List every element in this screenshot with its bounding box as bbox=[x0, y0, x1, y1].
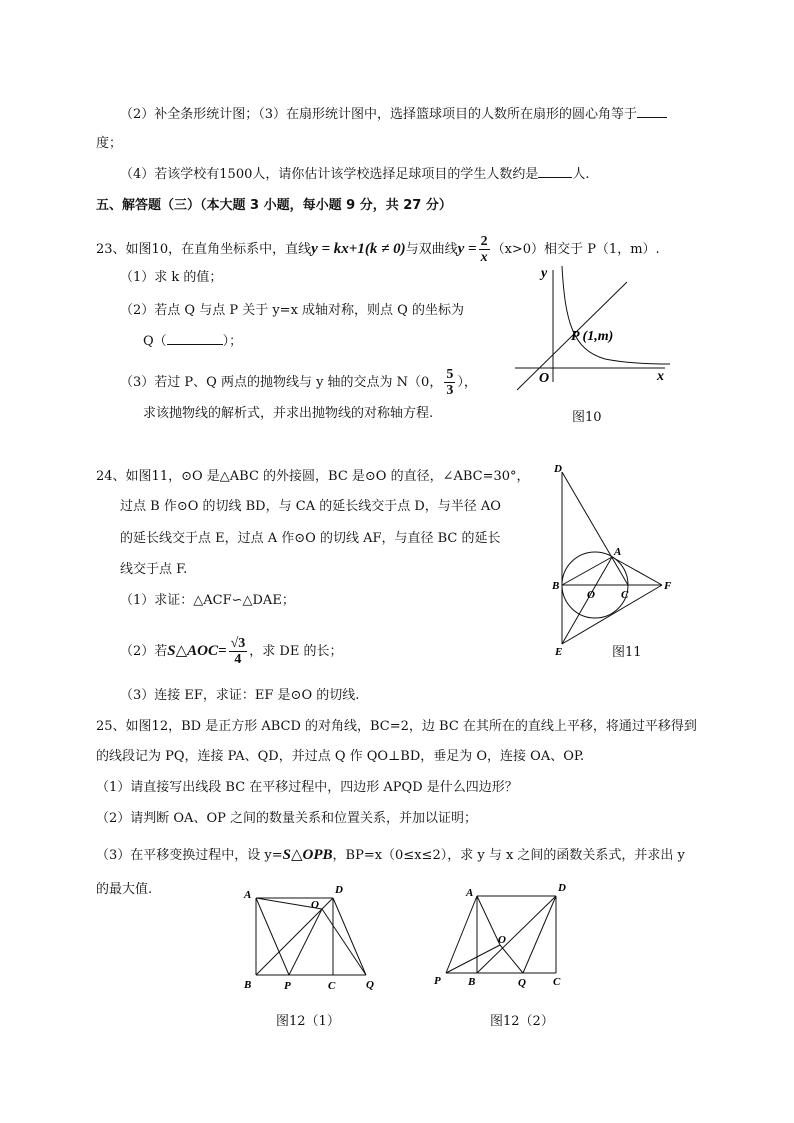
q23-n-fraction bbox=[444, 367, 455, 398]
figure-12-1 bbox=[238, 882, 388, 992]
q24-equals: = bbox=[218, 643, 227, 659]
q22-blank-angle[interactable] bbox=[637, 104, 667, 118]
q23-part3 bbox=[120, 367, 477, 398]
fig12b-line-ao bbox=[477, 896, 500, 945]
q24-area-fraction bbox=[229, 636, 248, 667]
fig12b-label-a: A bbox=[466, 887, 474, 899]
fig11-label-f: F bbox=[664, 580, 672, 592]
q23-part3-b: 求该抛物线的解析式，并求出抛物线的对称轴方程. bbox=[143, 406, 434, 421]
fig12b-label-d: D bbox=[558, 882, 566, 894]
fig12a-line-ap bbox=[256, 898, 289, 975]
fig10-hyperbola bbox=[562, 266, 670, 364]
fig11-caption: 图11 bbox=[612, 645, 642, 660]
fig12b-line-ap bbox=[446, 896, 477, 973]
q23-part3-end: ）， bbox=[457, 375, 477, 390]
q23-part2-q-open: Q（ bbox=[143, 334, 167, 349]
q23-part1: （1）求 k 的值； bbox=[120, 270, 223, 285]
fig12b-label-p: P bbox=[434, 975, 441, 987]
figure-10 bbox=[505, 262, 685, 402]
fig12b-label-o: O bbox=[498, 934, 506, 946]
q23-intro-b: 与双曲线 bbox=[405, 242, 458, 257]
q22-line-b-end: 人. bbox=[572, 167, 590, 182]
fig12a-line-dq bbox=[333, 898, 366, 975]
fig10-label-x: x bbox=[657, 369, 664, 384]
q25-line2: 的线段记为 PQ，连接 PA、QD，并过点 Q 作 QO⊥BD，垂足为 O，连接 OA、OP. bbox=[96, 749, 585, 764]
fig12a-label-c: C bbox=[328, 980, 336, 992]
q23-intro-a: 23、如图10，在直角坐标系中，直线 bbox=[96, 242, 312, 257]
q25-part1: （1）请直接写出线段 BC 在平移过程中，四边形 APQD 是什么四边形？ bbox=[96, 780, 518, 795]
q22-line-a bbox=[120, 104, 667, 125]
q24-part3: （3）连接 EF，求证：EF 是⊙O 的切线. bbox=[120, 688, 360, 703]
figure-11 bbox=[550, 462, 680, 662]
q23-part2: （2）若点 Q 与点 P 关于 y=x 成轴对称，则点 Q 的坐标为 bbox=[120, 303, 464, 318]
q23-part3-text: （3）若过 P、Q 两点的抛物线与 y 轴的交点为 N（0， bbox=[120, 375, 443, 390]
fig11-line-dc bbox=[562, 472, 628, 585]
q23-hyperbola-lhs: y = bbox=[457, 241, 477, 257]
q22-line-a-end: 度； bbox=[96, 136, 123, 151]
fig12b-diag-bd bbox=[477, 896, 556, 973]
q23-blank-q[interactable] bbox=[167, 331, 223, 345]
fig12b-line-oq bbox=[500, 945, 523, 973]
q25-part3-c: 的最大值. bbox=[96, 882, 153, 897]
fig12a-label-a: A bbox=[244, 889, 252, 901]
q23-line-equation: y = kx+1(k ≠ 0) bbox=[311, 241, 406, 257]
q25-part3-a: （3）在平移变换过程中，设 y= bbox=[96, 848, 283, 863]
q22-blank-count[interactable] bbox=[538, 164, 572, 178]
fig11-label-d: D bbox=[554, 463, 562, 475]
fig12b-label-q: Q bbox=[518, 977, 526, 989]
q22-line-b-mid: 人，请你估计该学校选择足球项目的学生人数约是 bbox=[252, 167, 539, 182]
fig10-caption: 图10 bbox=[572, 410, 602, 425]
fig12a-label-o: O bbox=[311, 899, 319, 911]
fig12a-line-op bbox=[289, 909, 322, 975]
fig12a-label-q: Q bbox=[366, 979, 374, 991]
q23-n-den: 3 bbox=[446, 383, 454, 398]
fig11-label-b: B bbox=[552, 580, 560, 592]
q24-line1: 24、如图11，⊙O 是△ABC 的外接圆，BC 是⊙O 的直径，∠ABC=30°， bbox=[96, 469, 530, 484]
fig11-label-o: O bbox=[587, 589, 595, 601]
q25-part3 bbox=[96, 845, 685, 866]
fig10-label-o: O bbox=[539, 371, 550, 386]
q24-part2-b: ，求 DE 的长； bbox=[249, 644, 343, 659]
q24-area-num: √3 bbox=[230, 636, 246, 651]
q22-line-a-text: （2）补全条形统计图；（3）在扇形统计图中，选择篮球项目的人数所在扇形的圆心角等于 bbox=[120, 107, 638, 122]
q22-line-b bbox=[120, 164, 590, 185]
q23-part2-answer bbox=[143, 331, 242, 352]
q24-line4: 线交于点 F. bbox=[120, 562, 188, 577]
fig11-label-c: C bbox=[621, 589, 629, 601]
q25-part3-b: ，BP=x（0≤x≤2），求 y 与 x 之间的函数关系式，并求出 y bbox=[332, 848, 685, 863]
q24-area-den: 4 bbox=[234, 652, 242, 667]
fig10-label-p: P (1,m) bbox=[571, 329, 614, 344]
fig12a-line-oq bbox=[322, 909, 366, 975]
q24-part1: （1）求证：△ACF∽△DAE； bbox=[120, 593, 295, 608]
figure-12-2 bbox=[432, 880, 572, 990]
fig12b-label-c: C bbox=[553, 976, 561, 988]
q24-part2-a: （2）若 bbox=[120, 644, 168, 659]
fig12a-label-d: D bbox=[335, 884, 343, 896]
q24-part2 bbox=[120, 636, 342, 667]
q25-area-symbol: S△OPB bbox=[282, 847, 333, 863]
q23-intro-c: （x>0）相交于 P（1，m）. bbox=[491, 242, 660, 257]
section5-title: 五、解答题（三）（本大题 3 小题，每小题 9 分，共 27 分） bbox=[96, 198, 452, 213]
q23-hyperbola-num: 2 bbox=[480, 234, 488, 249]
q23-part2-q-close: ）； bbox=[222, 334, 243, 349]
fig12b-line-dq bbox=[523, 896, 556, 973]
q22-line-b-before: （4）若该学校有 bbox=[120, 167, 220, 182]
q23-hyperbola-fraction bbox=[479, 234, 490, 265]
q24-area-symbol: S△AOC bbox=[167, 643, 219, 659]
fig12a-label-p: P bbox=[284, 980, 291, 992]
q23-n-num: 5 bbox=[446, 367, 454, 382]
q23-intro bbox=[96, 234, 660, 265]
fig11-label-a: A bbox=[614, 546, 622, 558]
fig12-2-caption: 图12（2） bbox=[490, 1014, 554, 1029]
fig11-label-e: E bbox=[555, 646, 563, 658]
q22-line-b-num: 1500 bbox=[219, 167, 253, 182]
q24-line2: 过点 B 作⊙O 的切线 BD，与 CA 的延长线交于点 D，与半径 AO bbox=[120, 499, 501, 514]
q24-line3: 的延长线交于点 E，过点 A 作⊙O 的切线 AF，与直径 BC 的延长 bbox=[120, 531, 501, 546]
fig10-label-y: y bbox=[541, 266, 548, 281]
fig12b-label-b: B bbox=[468, 976, 476, 988]
fig12a-label-b: B bbox=[244, 979, 252, 991]
q23-hyperbola-den: x bbox=[480, 250, 488, 265]
q25-part2: （2）请判断 OA、OP 之间的数量关系和位置关系，并加以证明； bbox=[96, 811, 477, 826]
q25-line1: 25、如图12，BD 是正方形 ABCD 的对角线，BC=2，边 BC 在其所在的直线上平移，将通过平移得到 bbox=[96, 719, 697, 734]
fig11-line-ef bbox=[562, 585, 662, 644]
fig12-1-caption: 图12（1） bbox=[276, 1014, 340, 1029]
